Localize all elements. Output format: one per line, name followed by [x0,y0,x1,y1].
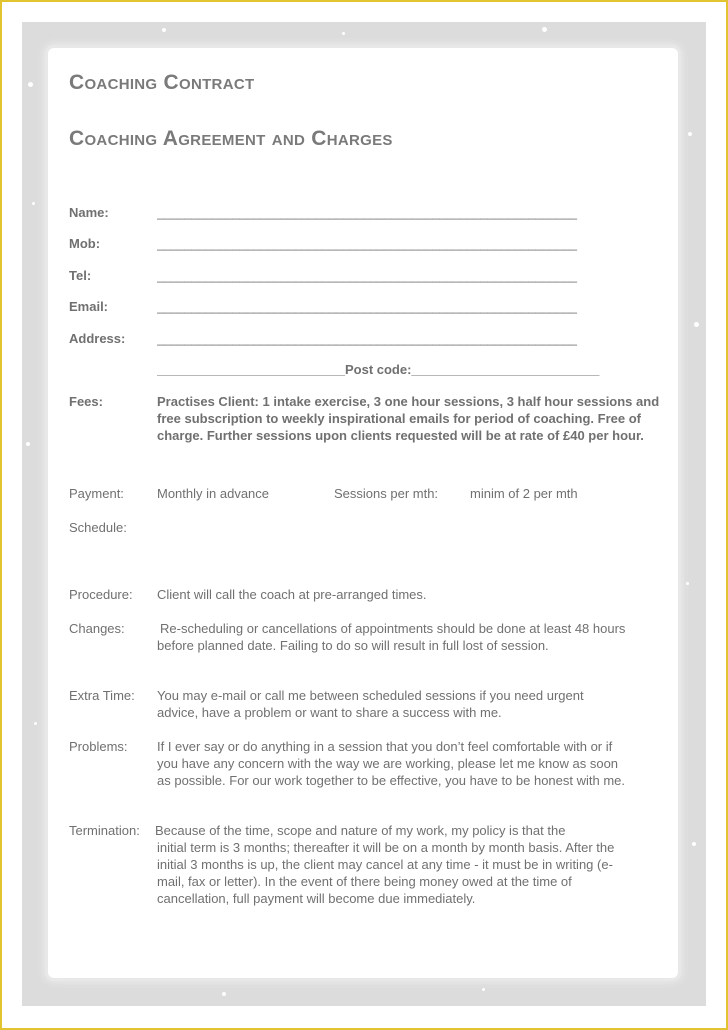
procedure-label: Procedure: [69,587,133,602]
sessions-label: Sessions per mth: [334,486,439,501]
field-name-blank[interactable]: _____________________________________________________________ [157,205,577,220]
termination-text: initial term is 3 months; thereafter it will be on a month by month basis. After the initial 3 months is up, the client may cancel at any time - it must be in writing (e-mail, fax or letter). In the event of there being money owed at the time of cancellation, full payment will become due immediately. [157,840,615,906]
document-subtitle: Coaching Agreement and Charges [69,127,393,150]
changes-text: Re-scheduling or cancellations of appointments should be done at least 48 hours before planned date. Failing to do so will result in full lost of session. [157,621,626,653]
field-email-blank[interactable]: _____________________________________________________________ [157,299,577,314]
document-title: Coaching Contract [69,71,255,94]
field-address-label: Address: [69,331,126,346]
postcode-line[interactable]: __________________________Post code:__________________________ [157,362,600,377]
field-tel-label: Tel: [69,268,92,283]
field-address-blank[interactable]: _____________________________________________________________ [157,331,577,346]
field-name-label: Name: [69,205,109,220]
termination-first-line: Because of the time, scope and nature of my work, my policy is that the [155,823,566,838]
fees-text: Practises Client: 1 intake exercise, 3 one hour sessions, 3 half hour sessions and free subscription to weekly inspirational emails for period of coaching. Free of charge. Further sessions upon clients requested will be at rate of £40 per hour. [157,394,660,443]
extra-time-label: Extra Time: [69,688,135,703]
termination-label: Termination: [69,823,140,838]
changes-label: Changes: [69,621,125,636]
fees-label: Fees: [69,394,103,409]
sessions-value: minim of 2 per mth [470,486,578,501]
problems-label: Problems: [69,739,128,754]
extra-time-text: You may e-mail or call me between scheduled sessions if you need urgent advice, have a problem or want to share a success with me. [157,688,584,720]
payment-value: Monthly in advance [157,486,270,501]
procedure-text: Client will call the coach at pre-arranged times. [157,587,427,602]
payment-label: Payment: [69,486,124,501]
problems-text: If I ever say or do anything in a session that you don’t feel comfortable with or if you have any concern with the way we are working, please let me know as soon as possible. For our work together to be effective, you have to be honest with me. [157,739,626,788]
schedule-label: Schedule: [69,520,127,535]
field-mob-label: Mob: [69,236,101,251]
field-tel-blank[interactable]: _____________________________________________________________ [157,268,577,283]
field-email-label: Email: [69,299,109,314]
field-mob-blank[interactable]: _____________________________________________________________ [157,236,577,251]
